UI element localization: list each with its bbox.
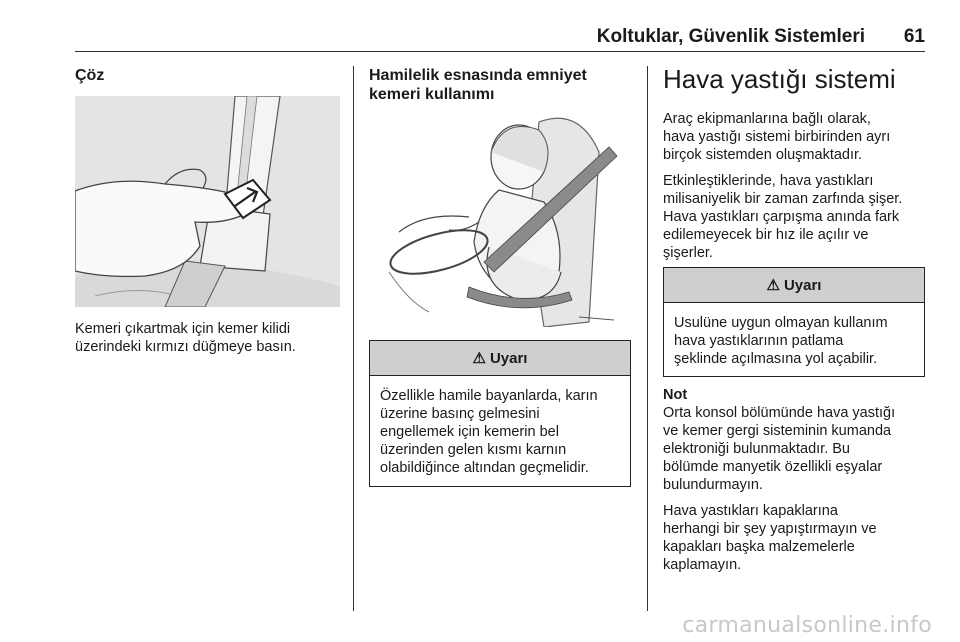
header-rule: [75, 51, 925, 52]
pregnancy-heading-line: kemeri kullanımı: [369, 86, 495, 103]
warning-body: [370, 376, 630, 485]
warning-line: engellemek için kemerin bel: [380, 424, 559, 440]
paragraph-line: herhangi bir şey yapıştırmayın ve: [663, 521, 877, 537]
pregnancy-heading-line: Hamilelik esnasında emniyet: [369, 67, 587, 84]
unbuckle-heading: Çöz: [75, 67, 105, 84]
warning-header: [664, 268, 924, 303]
paragraph-line: milisaniyelik bir zaman zarfında şişer.: [663, 191, 903, 207]
paragraph-line: şişerler.: [663, 245, 713, 261]
pregnancy-warning-box: [369, 340, 631, 487]
airbag-warning-box: [663, 267, 925, 377]
section-title: Koltuklar, Güvenlik Sistemleri: [596, 26, 865, 47]
caption-line: üzerindeki kırmızı düğmeye basın.: [75, 339, 296, 355]
warning-title: Uyarı: [489, 349, 528, 367]
paragraph-line: Hava yastıkları çarpışma anında fark: [663, 209, 900, 225]
warning-header: [370, 341, 630, 376]
warning-line: şeklinde açılmasına yol açabilir.: [674, 351, 878, 367]
paragraph-line: Araç ekipmanlarına bağlı olarak,: [663, 111, 871, 127]
warning-triangle-icon: ⚠: [472, 350, 486, 367]
column-divider-1: [353, 66, 354, 611]
warning-line: üzerinden gelen kısmı karnın: [380, 442, 567, 458]
note-line: bulundurmayın.: [663, 477, 763, 493]
pregnant-driver-drawing: [369, 112, 634, 327]
note-line: Orta konsol bölümünde hava yastığı: [663, 405, 896, 421]
paragraph-line: hava yastığı sistemi birbirinden ayrı: [663, 129, 891, 145]
warning-body: [664, 303, 924, 376]
warning-line: Özellikle hamile bayanlarda, karın: [380, 388, 598, 404]
column-divider-2: [647, 66, 648, 611]
warning-title: Uyarı: [783, 276, 822, 294]
column-3: [663, 64, 925, 262]
caption-line: Kemeri çıkartmak için kemer kilidi: [75, 321, 291, 337]
note-label: Not: [663, 387, 688, 403]
column-2: [369, 66, 634, 104]
warning-line: Usulüne uygun olmayan kullanım: [674, 315, 888, 331]
page-header: [75, 26, 925, 50]
watermark: carmanualsonline.info: [682, 613, 932, 638]
warning-triangle-icon: ⚠: [766, 277, 780, 294]
pregnant-driver-illustration: [369, 112, 634, 327]
paragraph-line: edilemeyecek bir hız ile açılır ve: [663, 227, 869, 243]
warning-line: olabildiğince altından geçmelidir.: [380, 460, 589, 476]
note-section: [663, 386, 925, 574]
paragraph-line: Etkinleştiklerinde, hava yastıkları: [663, 173, 874, 189]
buckle-hand-drawing: [75, 96, 340, 307]
note-line: elektroniği bulunmaktadır. Bu: [663, 441, 850, 457]
buckle-release-illustration: [75, 96, 340, 307]
airbag-heading: Hava yastığı sistemi: [663, 64, 896, 94]
paragraph-line: kaplamayın.: [663, 557, 742, 573]
unbuckle-caption: [75, 320, 340, 356]
warning-line: hava yastıklarının patlama: [674, 333, 844, 349]
paragraph-line: Hava yastıkları kapaklarına: [663, 503, 838, 519]
warning-line: üzerine basınç gelmesini: [380, 406, 540, 422]
paragraph-line: birçok sistemden oluşmaktadır.: [663, 147, 863, 163]
note-line: bölümde manyetik özellikli eşyalar: [663, 459, 883, 475]
page-number: 61: [903, 26, 925, 47]
paragraph-line: kapakları başka malzemelerle: [663, 539, 855, 555]
note-line: ve kemer gergi sisteminin kumanda: [663, 423, 892, 439]
column-1: [75, 66, 340, 85]
